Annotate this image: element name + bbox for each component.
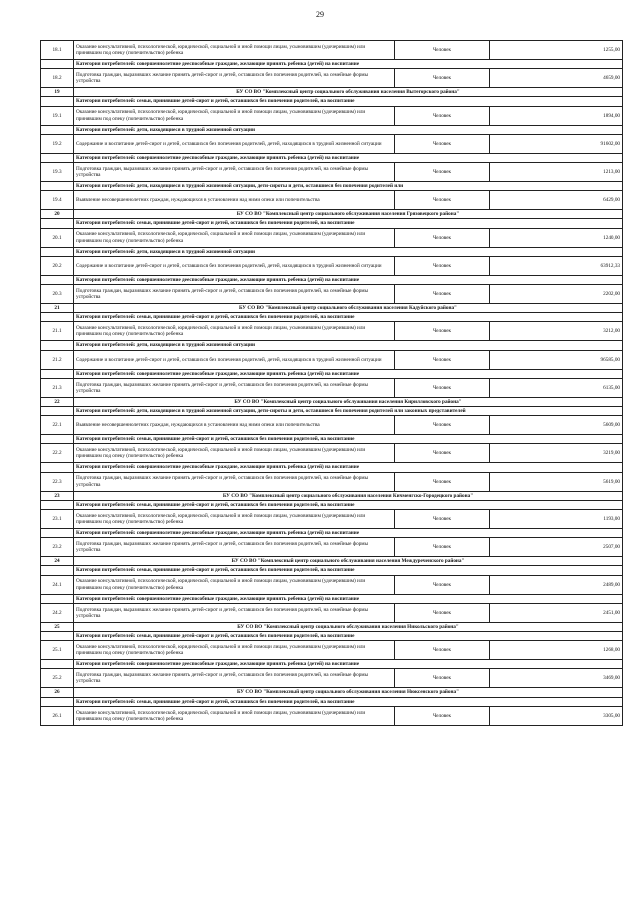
value-cell: 1240,00 <box>490 228 623 247</box>
organization-row <box>41 304 623 313</box>
row-number: 24.1 <box>41 575 74 594</box>
unit-cell: Человек <box>395 641 490 660</box>
row-number: 24 <box>41 557 74 566</box>
row-number: 19.3 <box>41 163 74 182</box>
unit-cell: Человек <box>395 472 490 491</box>
value-cell: 1894,00 <box>490 106 623 125</box>
value-cell: 6135,00 <box>490 378 623 397</box>
service-row <box>41 191 623 210</box>
service-row <box>41 472 623 491</box>
row-number-empty <box>41 529 74 538</box>
unit-cell: Человек <box>395 69 490 88</box>
row-number: 21.1 <box>41 322 74 341</box>
category-row <box>41 463 623 472</box>
category-label: Категория потребителей: совершеннолетние дееспособные граждане, желающие принять ребенка (детей) на воспитание <box>74 153 623 162</box>
service-description: Оказание консультативной, психологической, юридической, социальной и иной помощи лицам, усыновившим (удочерившим) или принявшим под опеку (попечительство) ребенка <box>74 575 395 594</box>
value-cell: 5619,00 <box>490 472 623 491</box>
row-number-empty <box>41 369 74 378</box>
organization-title: БУ СО ВО "Комплексный центр социального обслуживания населения Грязовецкого района" <box>74 210 623 219</box>
category-label: Категория потребителей: совершеннолетние дееспособные граждане, желающие принять ребенка (детей) на воспитание <box>74 369 623 378</box>
row-number: 26.1 <box>41 706 74 725</box>
value-cell: 2451,00 <box>490 603 623 622</box>
category-row <box>41 529 623 538</box>
row-number-empty <box>41 632 74 641</box>
category-label: Категория потребителей: совершеннолетние дееспособные граждане, желающие принять ребенка (детей) на воспитание <box>74 463 623 472</box>
row-number: 19.1 <box>41 106 74 125</box>
organization-row <box>41 210 623 219</box>
unit-cell: Человек <box>395 41 490 60</box>
unit-cell: Человек <box>395 228 490 247</box>
unit-cell: Человек <box>395 603 490 622</box>
service-description: Выявление несовершеннолетних граждан, нуждающихся в установлении над ними опеки или попечительства <box>74 191 395 210</box>
row-number-empty <box>41 407 74 416</box>
service-row <box>41 575 623 594</box>
category-label: Категория потребителей: дети, находящиеся в трудной жизненной ситуации <box>74 247 623 256</box>
organization-row <box>41 88 623 97</box>
service-row <box>41 163 623 182</box>
service-description: Оказание консультативной, психологической, юридической, социальной и иной помощи лицам, усыновившим (удочерившим) или принявшим под опеку (попечительство) ребенка <box>74 510 395 529</box>
category-row <box>41 247 623 256</box>
service-description: Подготовка граждан, выразивших желание принять детей-сирот и детей, оставшихся без попечения родителей, на семейные формы устройства <box>74 538 395 557</box>
unit-cell: Человек <box>395 510 490 529</box>
category-label: Категория потребителей: семьи, принявшие детей-сирот и детей, оставшихся без попечения родителей, на воспитание <box>74 500 623 509</box>
unit-cell: Человек <box>395 538 490 557</box>
organization-row <box>41 688 623 697</box>
row-number: 22.2 <box>41 444 74 463</box>
category-label: Категория потребителей: совершеннолетние дееспособные граждане, желающие принять ребенка (детей) на воспитание <box>74 529 623 538</box>
unit-cell: Человек <box>395 134 490 153</box>
unit-cell: Человек <box>395 285 490 304</box>
service-row <box>41 134 623 153</box>
category-label: Категория потребителей: семьи, принявшие детей-сирот и детей, оставшихся без попечения родителей, на воспитание <box>74 697 623 706</box>
category-row <box>41 697 623 706</box>
category-row <box>41 125 623 134</box>
row-number-empty <box>41 275 74 284</box>
value-cell: 3219,00 <box>490 444 623 463</box>
row-number-empty <box>41 153 74 162</box>
service-description: Оказание консультативной, психологической, юридической, социальной и иной помощи лицам, усыновившим (удочерившим) или принявшим под опеку (попечительство) ребенка <box>74 444 395 463</box>
organization-title: БУ СО ВО "Комплексный центр социального обслуживания населения Кичменгско-Городецкого района" <box>74 491 623 500</box>
category-row <box>41 407 623 416</box>
category-label: Категория потребителей: совершеннолетние дееспособные граждане, желающие принять ребенка (детей) на воспитание <box>74 275 623 284</box>
category-label: Категория потребителей: дети, находящиеся в трудной жизненной ситуации, дети-сироты и дети, оставшиеся без попечения родителей или законных представителей <box>74 407 623 416</box>
value-cell: 1268,00 <box>490 641 623 660</box>
row-number-empty <box>41 500 74 509</box>
service-row <box>41 444 623 463</box>
service-description: Содержание и воспитание детей-сирот и детей, оставшихся без попечения родителей, детей, находящихся в трудной жизненной ситуации <box>74 350 395 369</box>
row-number-empty <box>41 660 74 669</box>
value-cell: 3212,00 <box>490 322 623 341</box>
category-row <box>41 435 623 444</box>
row-number: 19.2 <box>41 134 74 153</box>
row-number-empty <box>41 60 74 69</box>
service-description: Выявление несовершеннолетних граждан, нуждающихся в установлении над ними опеки или попечительства <box>74 416 395 435</box>
organization-title: БУ СО ВО "Комплексный центр социального обслуживания населения Никольского района" <box>74 622 623 631</box>
row-number: 22 <box>41 397 74 406</box>
value-cell: 96585,00 <box>490 350 623 369</box>
organization-title: БУ СО ВО "Комплексный центр социального обслуживания населения Кирилловского района" <box>74 397 623 406</box>
category-label: Категория потребителей: совершеннолетние дееспособные граждане, желающие принять ребенка (детей) на воспитание <box>74 594 623 603</box>
category-row <box>41 60 623 69</box>
service-row <box>41 378 623 397</box>
service-description: Оказание консультативной, психологической, юридической, социальной и иной помощи лицам, усыновившим (удочерившим) или принявшим под опеку (попечительство) ребенка <box>74 706 395 725</box>
service-row <box>41 603 623 622</box>
row-number: 23.2 <box>41 538 74 557</box>
unit-cell: Человек <box>395 575 490 594</box>
row-number: 24.2 <box>41 603 74 622</box>
row-number: 22.3 <box>41 472 74 491</box>
row-number-empty <box>41 97 74 106</box>
value-cell: 1255,00 <box>490 41 623 60</box>
value-cell: 4659,00 <box>490 69 623 88</box>
row-number: 23 <box>41 491 74 500</box>
value-cell: 63912,33 <box>490 256 623 275</box>
unit-cell: Человек <box>395 444 490 463</box>
unit-cell: Человек <box>395 350 490 369</box>
unit-cell: Человек <box>395 106 490 125</box>
category-label: Категория потребителей: семьи, принявшие детей-сирот и детей, оставшихся без попечения родителей, на воспитание <box>74 313 623 322</box>
organization-title: БУ СО ВО "Комплексный центр социального обслуживания населения Кадуйского района" <box>74 304 623 313</box>
category-row <box>41 219 623 228</box>
service-row <box>41 416 623 435</box>
service-description: Подготовка граждан, выразивших желание принять детей-сирот и детей, оставшихся без попечения родителей, на семейные формы устройства <box>74 669 395 688</box>
service-description: Содержание и воспитание детей-сирот и детей, оставшихся без попечения родителей, детей, находящихся в трудной жизненной ситуации <box>74 256 395 275</box>
row-number-empty <box>41 247 74 256</box>
row-number: 20.1 <box>41 228 74 247</box>
category-row <box>41 632 623 641</box>
service-row <box>41 69 623 88</box>
service-description: Подготовка граждан, выразивших желание принять детей-сирот и детей, оставшихся без попечения родителей, на семейные формы устройства <box>74 285 395 304</box>
value-cell: 2202,00 <box>490 285 623 304</box>
category-row <box>41 341 623 350</box>
row-number: 19.4 <box>41 191 74 210</box>
service-row <box>41 322 623 341</box>
service-description: Подготовка граждан, выразивших желание принять детей-сирот и детей, оставшихся без попечения родителей, на семейные формы устройства <box>74 163 395 182</box>
row-number-empty <box>41 594 74 603</box>
value-cell: 1193,00 <box>490 510 623 529</box>
value-cell: 1213,00 <box>490 163 623 182</box>
services-table-body <box>41 41 623 726</box>
service-row <box>41 510 623 529</box>
row-number: 18.2 <box>41 69 74 88</box>
service-row <box>41 106 623 125</box>
value-cell: 2507,00 <box>490 538 623 557</box>
service-description: Содержание и воспитание детей-сирот и детей, оставшихся без попечения родителей, детей, находящихся в трудной жизненной ситуации <box>74 134 395 153</box>
organization-row <box>41 491 623 500</box>
service-description: Подготовка граждан, выразивших желание принять детей-сирот и детей, оставшихся без попечения родителей, на семейные формы устройства <box>74 378 395 397</box>
unit-cell: Человек <box>395 256 490 275</box>
value-cell: 3469,00 <box>490 669 623 688</box>
row-number-empty <box>41 697 74 706</box>
row-number: 21.3 <box>41 378 74 397</box>
row-number-empty <box>41 219 74 228</box>
value-cell: 2489,00 <box>490 575 623 594</box>
category-row <box>41 566 623 575</box>
row-number: 25.1 <box>41 641 74 660</box>
row-number: 26 <box>41 688 74 697</box>
category-row <box>41 313 623 322</box>
service-description: Подготовка граждан, выразивших желание принять детей-сирот и детей, оставшихся без попечения родителей, на семейные формы устройства <box>74 69 395 88</box>
row-number-empty <box>41 182 74 191</box>
organization-title: БУ СО ВО "Комплексный центр социального обслуживания населения Нюксенского района" <box>74 688 623 697</box>
service-row <box>41 256 623 275</box>
organization-row <box>41 622 623 631</box>
service-row <box>41 641 623 660</box>
row-number-empty <box>41 341 74 350</box>
category-label: Категория потребителей: совершеннолетние дееспособные граждане, желающие принять ребенка (детей) на воспитание <box>74 660 623 669</box>
service-description: Оказание консультативной, психологической, юридической, социальной и иной помощи лицам, усыновившим (удочерившим) или принявшим под опеку (попечительство) ребенка <box>74 41 395 60</box>
category-row <box>41 594 623 603</box>
unit-cell: Человек <box>395 669 490 688</box>
row-number-empty <box>41 125 74 134</box>
unit-cell: Человек <box>395 191 490 210</box>
row-number-empty <box>41 463 74 472</box>
service-description: Оказание консультативной, психологической, юридической, социальной и иной помощи лицам, усыновившим (удочерившим) или принявшим под опеку (попечительство) ребенка <box>74 106 395 125</box>
row-number: 25 <box>41 622 74 631</box>
unit-cell: Человек <box>395 322 490 341</box>
service-description: Оказание консультативной, психологической, юридической, социальной и иной помощи лицам, усыновившим (удочерившим) или принявшим под опеку (попечительство) ребенка <box>74 322 395 341</box>
row-number-empty <box>41 566 74 575</box>
unit-cell: Человек <box>395 416 490 435</box>
category-label: Категория потребителей: семьи, принявшие детей-сирот и детей, оставшихся без попечения родителей, на воспитание <box>74 566 623 575</box>
row-number: 23.1 <box>41 510 74 529</box>
category-row <box>41 660 623 669</box>
services-table <box>40 40 623 726</box>
value-cell: 91602,00 <box>490 134 623 153</box>
category-label: Категория потребителей: дети, находящиеся в трудной жизненной ситуации <box>74 341 623 350</box>
service-row <box>41 285 623 304</box>
page-number: 29 <box>316 10 324 19</box>
organization-title: БУ СО ВО "Комплексный центр социального обслуживания населения Вытегорского района" <box>74 88 623 97</box>
category-label: Категория потребителей: совершеннолетние дееспособные граждане, желающие принять ребенка (детей) на воспитание <box>74 60 623 69</box>
category-row <box>41 153 623 162</box>
service-row <box>41 669 623 688</box>
service-row <box>41 538 623 557</box>
service-row <box>41 228 623 247</box>
row-number-empty <box>41 313 74 322</box>
organization-row <box>41 397 623 406</box>
row-number: 21.2 <box>41 350 74 369</box>
category-row <box>41 182 623 191</box>
row-number: 20 <box>41 210 74 219</box>
service-row <box>41 41 623 60</box>
value-cell: 3305,00 <box>490 706 623 725</box>
organization-row <box>41 557 623 566</box>
value-cell: 5609,00 <box>490 416 623 435</box>
service-description: Оказание консультативной, психологической, юридической, социальной и иной помощи лицам, усыновившим (удочерившим) или принявшим под опеку (попечительство) ребенка <box>74 641 395 660</box>
row-number: 20.2 <box>41 256 74 275</box>
category-row <box>41 369 623 378</box>
unit-cell: Человек <box>395 378 490 397</box>
category-label: Категория потребителей: дети, находящиеся в трудной жизненной ситуации <box>74 125 623 134</box>
category-row <box>41 275 623 284</box>
service-description: Оказание консультативной, психологической, юридической, социальной и иной помощи лицам, усыновившим (удочерившим) или принявшим под опеку (попечительство) ребенка <box>74 228 395 247</box>
category-label: Категория потребителей: семьи, принявшие детей-сирот и детей, оставшихся без попечения родителей, на воспитание <box>74 435 623 444</box>
category-label: Категория потребителей: семьи, принявшие детей-сирот и детей, оставшихся без попечения родителей, на воспитание <box>74 632 623 641</box>
row-number: 21 <box>41 304 74 313</box>
category-row <box>41 97 623 106</box>
organization-title: БУ СО ВО "Комплексный центр социального обслуживания населения Междуреченского района" <box>74 557 623 566</box>
value-cell: 6429,00 <box>490 191 623 210</box>
unit-cell: Человек <box>395 706 490 725</box>
service-description: Подготовка граждан, выразивших желание принять детей-сирот и детей, оставшихся без попечения родителей, на семейные формы устройства <box>74 472 395 491</box>
row-number: 19 <box>41 88 74 97</box>
category-label: Категория потребителей: семьи, принявшие детей-сирот и детей, оставшихся без попечения родителей, на воспитание <box>74 219 623 228</box>
category-row <box>41 500 623 509</box>
row-number: 25.2 <box>41 669 74 688</box>
row-number-empty <box>41 435 74 444</box>
unit-cell: Человек <box>395 163 490 182</box>
category-label: Категория потребителей: семьи, принявшие детей-сирот и детей, оставшихся без попечения родителей, на воспитание <box>74 97 623 106</box>
row-number: 18.1 <box>41 41 74 60</box>
category-label: Категория потребителей: дети, находящиеся в трудной жизненной ситуации, дети-сироты и дети, оставшиеся без попечения родителей или <box>74 182 623 191</box>
service-description: Подготовка граждан, выразивших желание принять детей-сирот и детей, оставшихся без попечения родителей, на семейные формы устройства <box>74 603 395 622</box>
row-number: 20.3 <box>41 285 74 304</box>
service-row <box>41 350 623 369</box>
row-number: 22.1 <box>41 416 74 435</box>
service-row <box>41 706 623 725</box>
